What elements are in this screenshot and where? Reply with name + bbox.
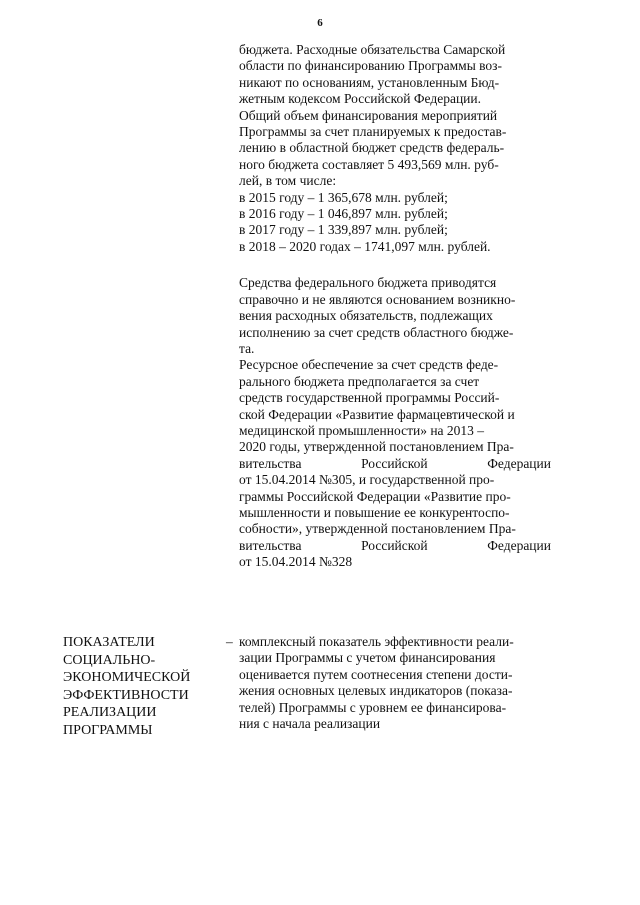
- label-line: ПОКАЗАТЕЛИ: [63, 635, 155, 650]
- label-line: РЕАЛИЗАЦИИ: [63, 705, 157, 721]
- text-line: медицинской промышленности» на 2013 –: [239, 422, 485, 438]
- year-line: в 2015 году – 1 365,678 млн. рублей;: [239, 189, 448, 205]
- text-line: телей) Программы с уровнем ее финансирова-: [239, 699, 507, 715]
- text-line: Ресурсное обеспечение за счет средств феде-: [239, 357, 499, 373]
- text-line: Общий объем финансирования мероприятий: [239, 107, 498, 123]
- text-line: та.: [239, 340, 255, 356]
- indicators-dash: –: [226, 634, 233, 649]
- text-line: лей, в том числе:: [239, 173, 337, 189]
- label-line: ПРОГРАММЫ: [63, 722, 153, 738]
- text-line: вения расходных обязательств, подлежащих: [239, 308, 493, 324]
- label-line: ЭФФЕКТИВНОСТИ: [63, 687, 189, 703]
- funding-text-column: [239, 42, 551, 571]
- page-number: 6: [317, 17, 323, 29]
- text-line: жетным кодексом Российской Федерации.: [239, 91, 482, 107]
- text-line: ской Федерации «Развитие фармацевтической и: [239, 406, 515, 422]
- text-line: лению в областной бюджет средств федераль-: [239, 140, 505, 156]
- text-line: Программы за счет планируемых к предостав-: [239, 124, 507, 140]
- text-line: никают по основаниям, установленным Бюд-: [239, 74, 500, 90]
- text-line: оценивается путем соотнесения степени дости-: [239, 666, 513, 682]
- text-line: средств государственной программы Россий-: [239, 390, 500, 406]
- text-line: вительства Российской Федерации: [239, 537, 551, 553]
- text-line: граммы Российской Федерации «Развитие про-: [239, 488, 511, 504]
- funding-resource-paragraph: [239, 357, 551, 570]
- indicators-label: [63, 634, 223, 740]
- funding-years-list: [239, 190, 551, 256]
- label-line: СОЦИАЛЬНО-: [63, 652, 156, 668]
- text-line: справочно и не являются основанием возникно-: [239, 291, 516, 307]
- label-line: ЭКОНОМИЧЕСКОЙ: [63, 670, 191, 686]
- indicators-text: [239, 634, 551, 732]
- paragraph-gap: [239, 255, 551, 275]
- text-line: зации Программы с учетом финансирования: [239, 650, 496, 666]
- text-line: области по финансированию Программы воз-: [239, 58, 502, 74]
- funding-intro-paragraph: [239, 42, 551, 108]
- text-line: от 15.04.2014 №305, и государственной про-: [239, 472, 495, 488]
- text-line: Средства федерального бюджета приводятся: [239, 275, 497, 291]
- funding-reference-paragraph: [239, 275, 551, 357]
- text-line: от 15.04.2014 №328: [239, 554, 353, 570]
- year-line: в 2017 году – 1 339,897 млн. рублей;: [239, 222, 448, 238]
- text-line: комплексный показатель эффективности реали-: [239, 634, 514, 649]
- text-line: ния с начала реализации: [239, 716, 381, 732]
- text-line: рального бюджета предполагается за счет: [239, 373, 480, 389]
- funding-total-paragraph: [239, 108, 551, 190]
- text-line: вительства Российской Федерации: [239, 455, 551, 471]
- text-line: собности», утвержденной постановлением Пра-: [239, 521, 516, 537]
- year-line: в 2016 году – 1 046,897 млн. рублей;: [239, 206, 448, 222]
- text-line: 2020 годы, утвержденной постановлением Пра-: [239, 439, 514, 455]
- text-line: исполнению за счет средств областного бюдже-: [239, 324, 514, 340]
- text-line: мышленности и повышение ее конкурентоспо-: [239, 504, 510, 520]
- text-line: бюджета. Расходные обязательства Самарской: [239, 42, 506, 57]
- year-line: в 2018 – 2020 годах – 1741,097 млн. рублей.: [239, 238, 491, 254]
- text-line: жения основных целевых индикаторов (показа-: [239, 683, 513, 699]
- text-line: ного бюджета составляет 5 493,569 млн. руб-: [239, 156, 499, 172]
